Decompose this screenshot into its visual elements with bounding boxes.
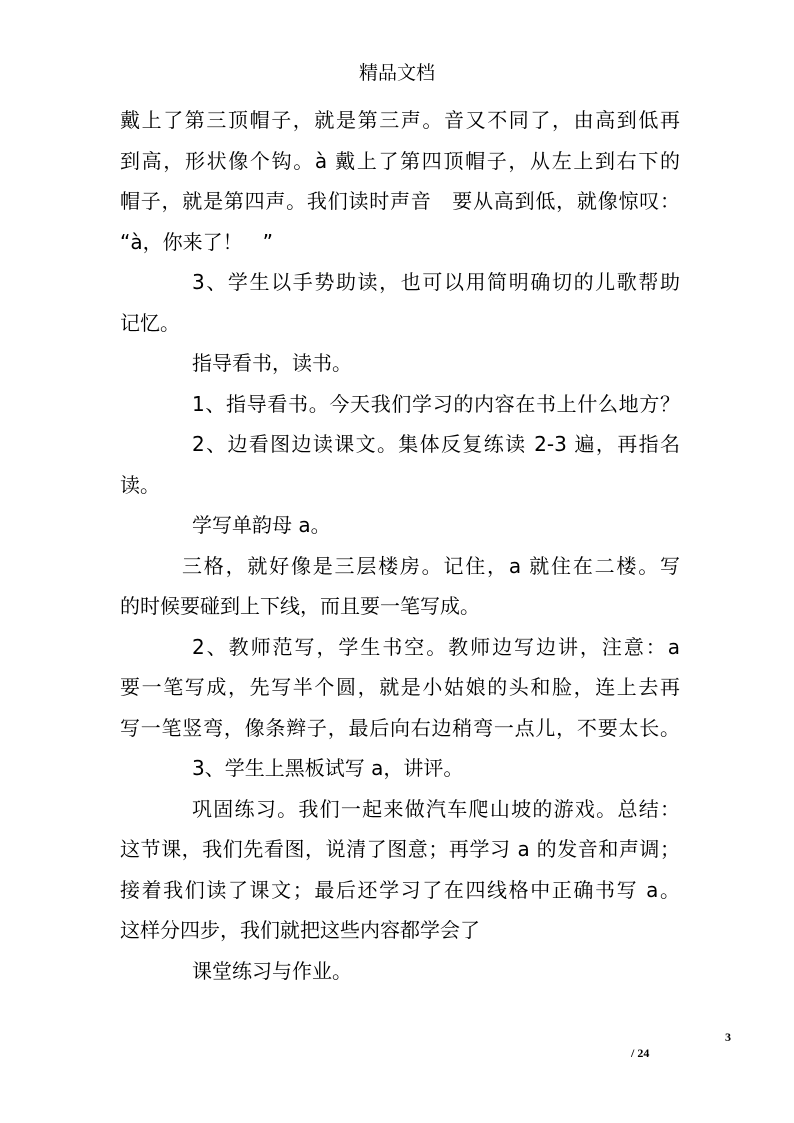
text-line: 这样分四步，我们就把这些内容都学会了: [120, 918, 480, 942]
text-line: 帽子，就是第四声。我们读时声音 要从高到低，就像惊叹：: [120, 189, 680, 213]
document-body: [120, 100, 680, 991]
text-line: 接着我们读了课文；最后还学习了在四线格中正确书写 a。: [120, 877, 680, 902]
text-line: 读。: [120, 472, 160, 497]
text-line: 指导看书，读书。: [192, 351, 352, 375]
page-total: / 24: [631, 1046, 650, 1060]
page-header-title: 精品文档: [358, 62, 435, 84]
text-line: “à，你来了！ ”: [120, 229, 273, 254]
text-line: 记忆。: [120, 310, 180, 335]
text-line: 这节课，我们先看图，说清了图意；再学习 a 的发音和声调；: [120, 837, 680, 861]
text-line: 到高，形状像个钩。à 戴上了第四顶帽子，从左上到右下的: [120, 148, 680, 173]
text-line: 1、指导看书。今天我们学习的内容在书上什么地方？: [192, 391, 680, 416]
text-line: 3、学生上黑板试写 a，讲评。: [192, 756, 464, 780]
text-line: 2、教师范写，学生书空。教师边写边讲，注意：a: [192, 634, 680, 659]
text-line: 学写单韵母 a。: [192, 513, 331, 537]
page-number: 3: [725, 1030, 731, 1044]
text-line: 戴上了第三顶帽子，就是第三声。音又不同了，由高到低再: [120, 108, 680, 132]
text-line: 课堂练习与作业。: [192, 958, 352, 983]
text-line: 的时候要碰到上下线，而且要一笔写成。: [120, 594, 480, 618]
text-line: 三格，就好像是三层楼房。记住，a 就住在二楼。写: [182, 553, 680, 578]
text-line: 2、边看图边读课文。集体反复练读 2-3 遍，再指名: [192, 432, 680, 456]
text-line: 巩固练习。我们一起来做汽车爬山坡的游戏。总结：: [192, 796, 680, 821]
text-line: 3、学生以手势助读，也可以用简明确切的儿歌帮助: [192, 270, 680, 294]
text-line: 要一笔写成，先写半个圆，就是小姑娘的头和脸，连上去再: [120, 675, 680, 699]
text-line: 写一笔竖弯，像条辫子，最后向右边稍弯一点儿，不要太长。: [120, 715, 680, 740]
